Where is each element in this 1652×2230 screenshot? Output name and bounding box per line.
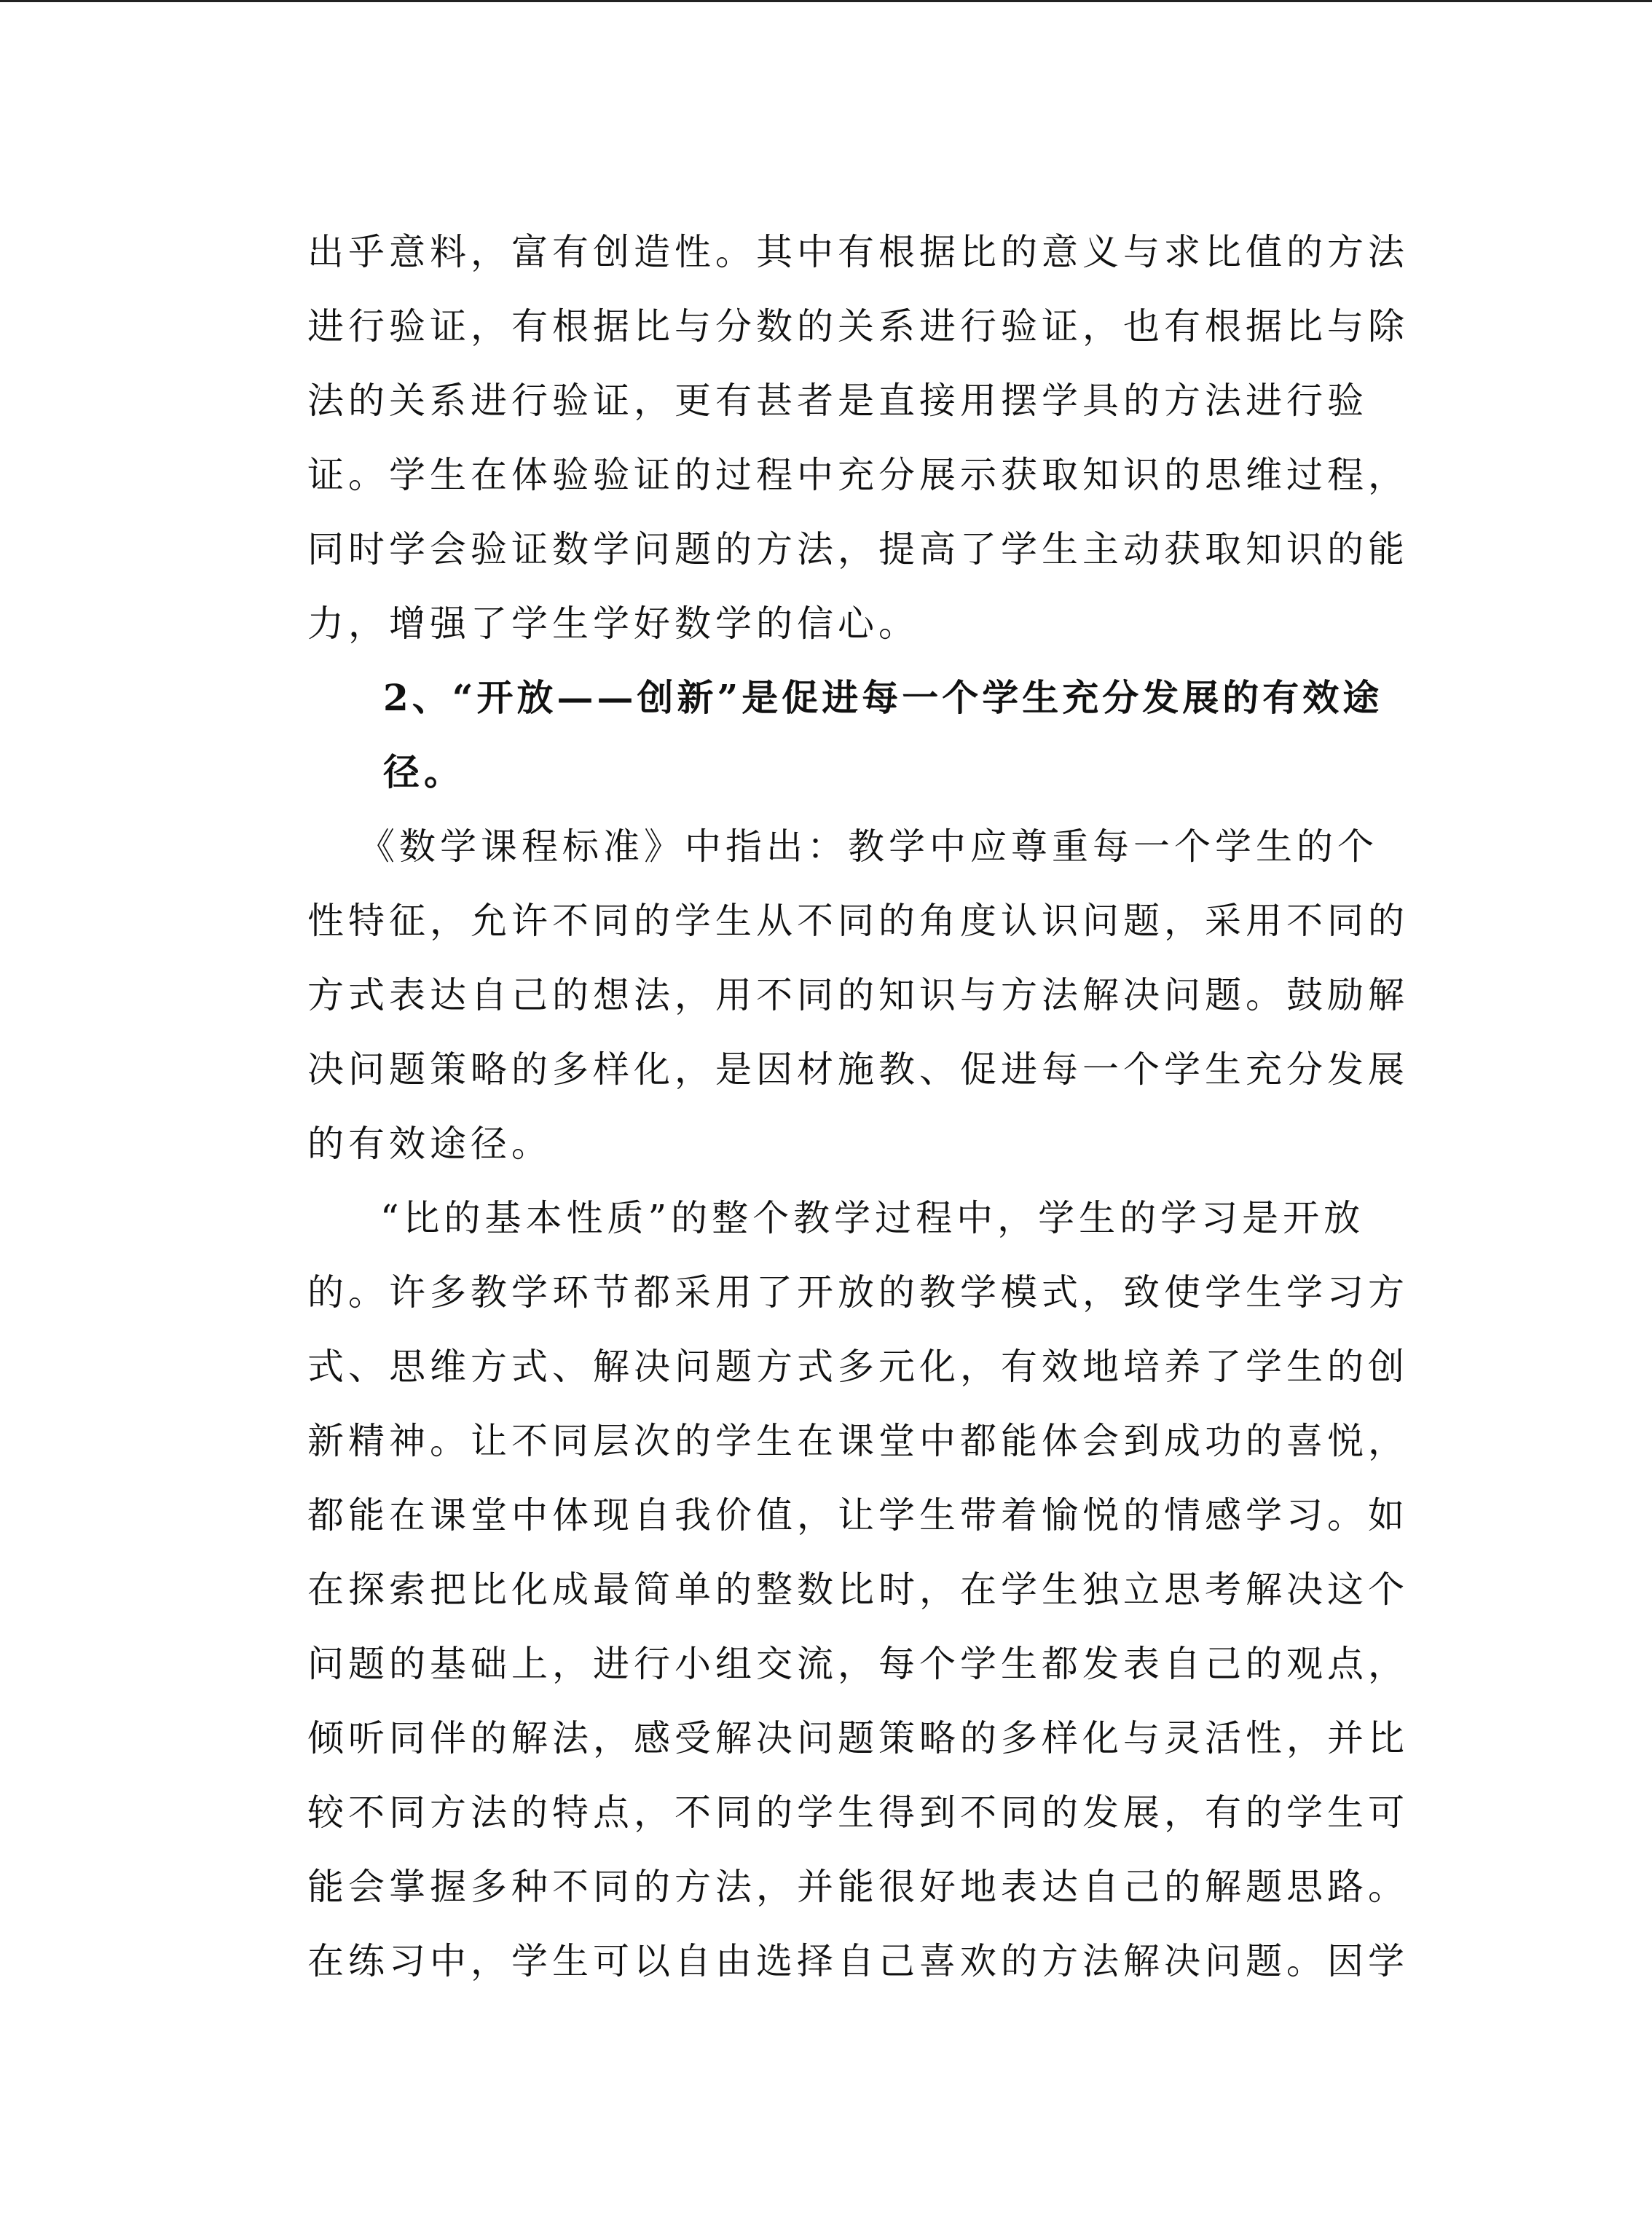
paragraph-line: 式、思维方式、解决问题方式多元化，有效地培养了学生的创 [307, 1346, 1409, 1388]
paragraph-line: 决问题策略的多样化，是因材施教、促进每一个学生充分发展 [307, 1048, 1409, 1091]
paragraph-line: 的。许多教学环节都采用了开放的教学模式，致使学生学习方 [307, 1271, 1409, 1314]
paragraph-line: 较不同方法的特点，不同的学生得到不同的发展，有的学生可 [307, 1791, 1409, 1834]
section-heading: 2、“开放——创新”是促进每一个学生充分发展的有效途 [383, 676, 1383, 719]
paragraph-line: 在探索把比化成最简单的整数比时，在学生独立思考解决这个 [307, 1569, 1409, 1611]
paragraph-line: 同时学会验证数学问题的方法，提高了学生主动获取知识的能 [307, 528, 1409, 570]
paragraph-line: 证。学生在体验验证的过程中充分展示获取知识的思维过程， [307, 454, 1409, 496]
document-page [307, 215, 1409, 1998]
paragraph-line: 都能在课堂中体现自我价值，让学生带着愉悦的情感学习。如 [307, 1494, 1409, 1536]
paragraph-line: 进行验证，有根据比与分数的关系进行验证，也有根据比与除 [307, 305, 1409, 348]
paragraph-line: “比的基本性质”的整个教学过程中，学生的学习是开放 [380, 1197, 1365, 1239]
paragraph-line: 方式表达自己的想法，用不同的知识与方法解决问题。鼓励解 [307, 974, 1409, 1016]
paragraph-line: 性特征，允许不同的学生从不同的角度认识问题，采用不同的 [307, 900, 1409, 942]
paragraph-line: 法的关系进行验证，更有甚者是直接用摆学具的方法进行验 [307, 380, 1368, 422]
section-heading-continued: 径。 [383, 750, 465, 793]
paragraph-line: 问题的基础上，进行小组交流，每个学生都发表自己的观点， [307, 1643, 1409, 1685]
paragraph-line: 《数学课程标准》中指出：教学中应尊重每一个学生的个 [358, 825, 1378, 868]
top-border-line [0, 0, 1652, 2]
paragraph-line: 能会掌握多种不同的方法，并能很好地表达自己的解题思路。 [307, 1866, 1409, 1908]
paragraph-line: 倾听同伴的解法，感受解决问题策略的多样化与灵活性，并比 [307, 1717, 1409, 1759]
paragraph-line: 的有效途径。 [307, 1123, 552, 1165]
paragraph-line: 出乎意料，富有创造性。其中有根据比的意义与求比值的方法 [307, 231, 1409, 273]
paragraph-line: 在练习中，学生可以自由选择自己喜欢的方法解决问题。因学 [307, 1940, 1409, 1982]
paragraph-line: 新精神。让不同层次的学生在课堂中都能体会到成功的喜悦， [307, 1420, 1409, 1462]
paragraph-line: 力，增强了学生学好数学的信心。 [307, 602, 919, 645]
